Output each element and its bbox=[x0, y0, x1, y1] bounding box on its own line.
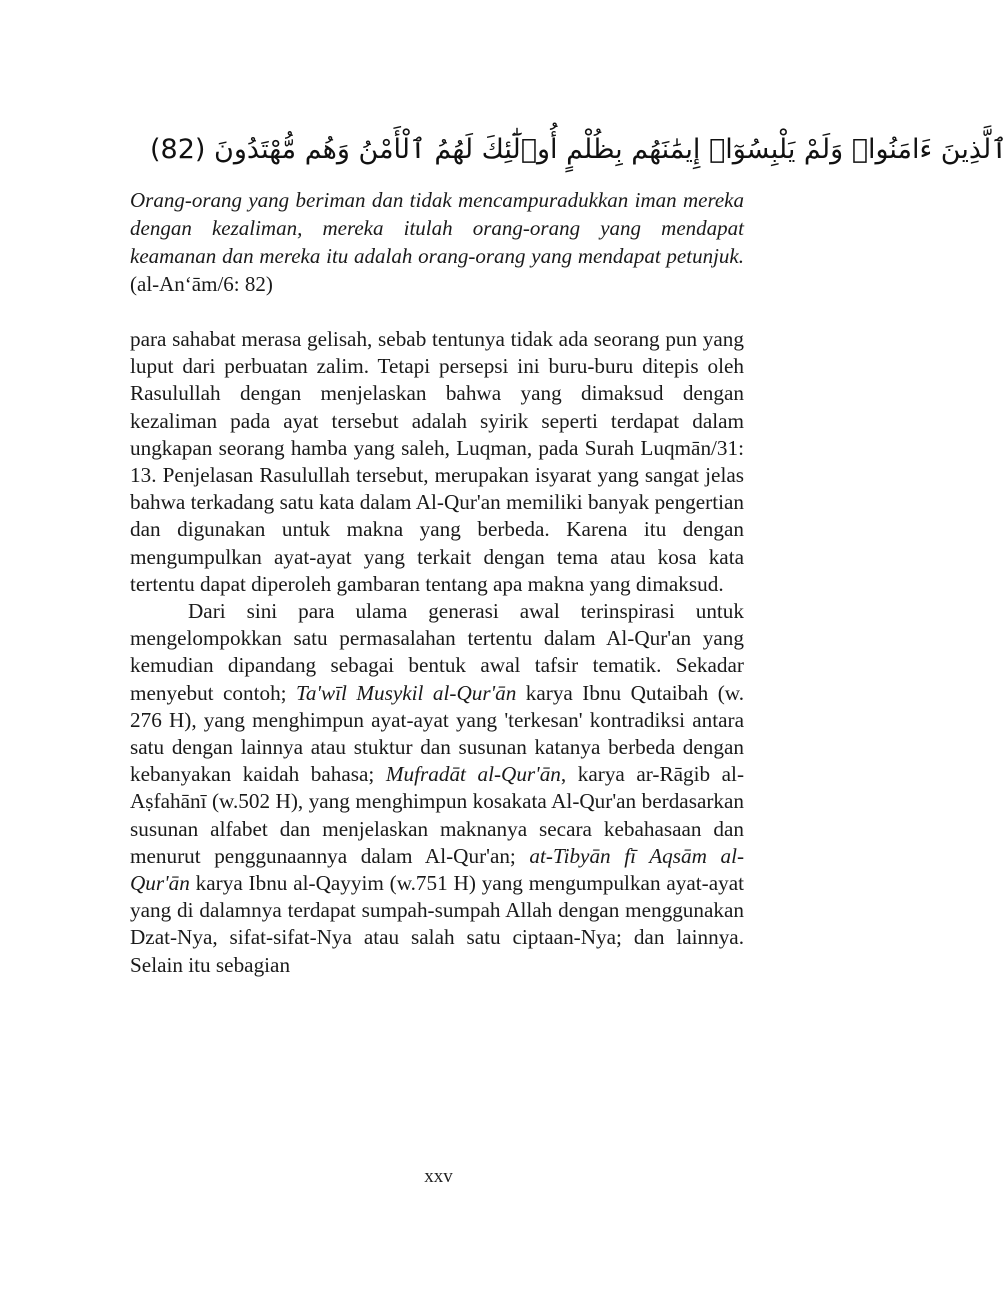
paragraph-2-text-c: , karya ar-Rāgib al-Aṣfahānī (w.502 H), yang menghimpun kosakata Al-Qur'an berdasarkan susunan alfabet dan menjelaskan maknanya secara kebahasaan dan menurut penggunaannya dalam Al-Qur'an; bbox=[130, 762, 744, 868]
quran-verse bbox=[150, 128, 1007, 172]
body-text bbox=[130, 326, 744, 979]
verse-translation bbox=[130, 186, 744, 298]
paragraph-1: para sahabat merasa gelisah, sebab tentunya tidak ada seorang pun yang luput dari perbuatan zalim. Tetapi persepsi ini buru-buru ditepis oleh Rasulullah dengan menjelaskan bahwa yang dimaksud dengan kezaliman pada ayat tersebut adalah syirik seperti terdapat dalam ungkapan seorang hamba yang saleh, Luqman, pada Surah Luqmān/31: 13. Penjelasan Rasulullah tersebut, merupakan isyarat yang sangat jelas bahwa terkadang satu kata dalam Al-Qur'an memiliki banyak pengertian dan digunakan untuk makna yang berbeda. Karena itu dengan mengumpulkan ayat-ayat yang terkait dengan tema atau kosa kata tertentu dapat diperoleh gambaran tentang apa makna yang dimaksud. bbox=[130, 327, 744, 596]
page-number: xxv bbox=[424, 1166, 453, 1187]
paragraph-2 bbox=[130, 598, 744, 979]
book-title-tibyan: at-Tibyān fī Aqsām al-Qur'ān bbox=[130, 843, 745, 896]
translation-text: Orang-orang yang beriman dan tidak mencampuradukkan iman mereka dengan kezaliman, mereka itulah orang-orang yang mendapat keamanan dan mereka itu adalah orang-orang yang mendapat petunjuk. bbox=[130, 188, 744, 268]
paragraph-2-text-a: Dari sini para ulama generasi awal terinspirasi untuk mengelompokkan satu permasalahan tertentu dalam Al-Qur'an yang kemudian dipandang sebagai bentuk awal tafsir tematik. Sekadar menyebut contoh; bbox=[130, 599, 744, 705]
verse-arabic-text: ٱلَّذِينَ ءَامَنُوا۟ وَلَمْ يَلْبِسُوٓا۟ إِيمَٰنَهُم بِظُلْمٍ أُو۟لَٰٓئِكَ لَهُمُ ٱلْأَمْنُ وَهُم مُّهْتَدُونَ bbox=[214, 134, 1007, 165]
translation-reference: (al-An‘ām/6: 82) bbox=[130, 272, 273, 296]
book-title-mufradat: Mufradāt al-Qur'ān bbox=[385, 762, 561, 787]
paragraph-2-text-d: karya Ibnu al-Qayyim (w.751 H) yang mengumpulkan ayat-ayat yang di dalamnya terdapat sumpah-sumpah Allah dengan menggunakan Dzat-Nya, sifat-sifat-Nya atau salah satu ciptaan-Nya; dan lainnya. Selain itu sebagian bbox=[130, 871, 744, 977]
verse-number: (82) bbox=[150, 134, 206, 165]
page-content bbox=[130, 128, 1007, 979]
book-title-tawil: Ta'wīl Musykil al-Qur'ān bbox=[296, 680, 517, 705]
paragraph-2-text-b: karya Ibnu Qutaibah (w. 276 H), yang menghimpun ayat-ayat yang 'terkesan' kontradiksi antara satu dengan lainnya atau stuktur dan susunan katanya berbeda dengan kebanyakan kaidah bahasa; bbox=[130, 680, 744, 787]
